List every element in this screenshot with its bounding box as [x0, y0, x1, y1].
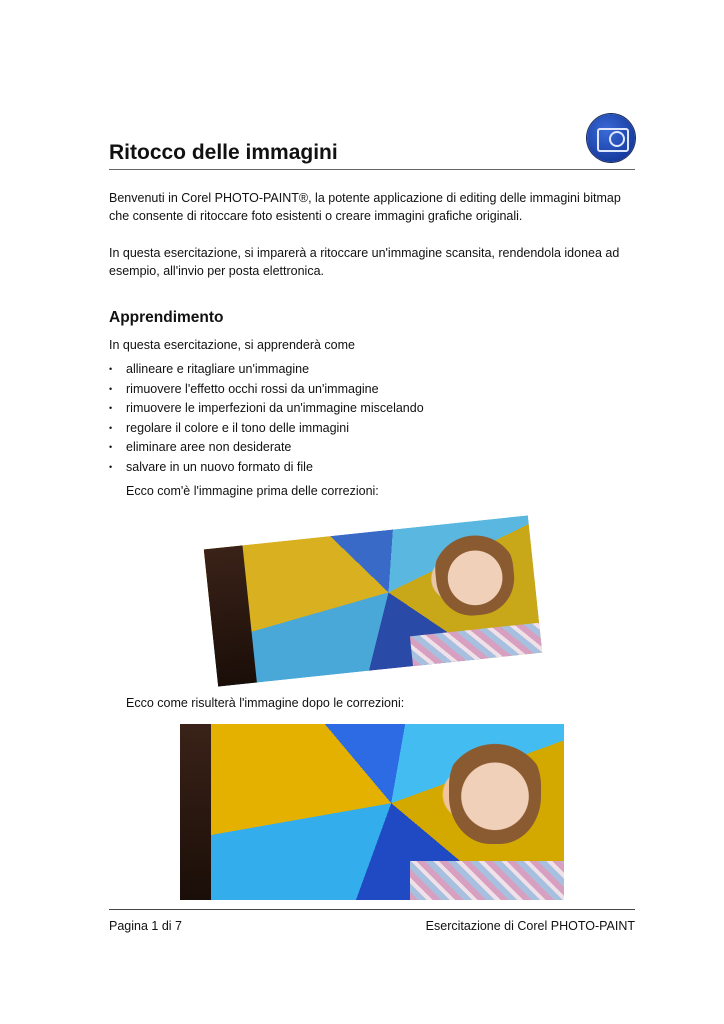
list-item: • regolare il colore e il tono delle immagini [109, 419, 424, 439]
list-item: • allineare e ritagliare un'immagine [109, 360, 424, 380]
camera-icon [587, 114, 635, 162]
list-item: • rimuovere l'effetto occhi rossi da un'immagine [109, 380, 424, 400]
page-title: Ritocco delle immagini [109, 141, 338, 164]
list-item: • salvare in un nuovo formato di file [109, 458, 424, 478]
learning-list [109, 360, 424, 477]
after-caption: Ecco come risulterà l'immagine dopo le correzioni: [126, 696, 405, 710]
section-heading: Apprendimento [109, 309, 224, 326]
title-divider [109, 169, 635, 170]
section-lead: In questa esercitazione, si apprenderà come [109, 338, 355, 352]
before-caption: Ecco com'è l'immagine prima delle correzioni: [126, 484, 379, 498]
list-item: • eliminare aree non desiderate [109, 438, 424, 458]
before-photo [204, 515, 543, 686]
list-item: • rimuovere le imperfezioni da un'immagine miscelando [109, 399, 424, 419]
intro-paragraph-1: Benvenuti in Corel PHOTO-PAINT®, la potente applicazione di editing delle immagini bitmap che consente di ritoccare foto esistenti o creare immagini grafiche originali. [109, 191, 621, 223]
after-photo [180, 724, 564, 900]
intro-paragraph-2: In questa esercitazione, si imparerà a ritoccare un'immagine scansita, rendendola idonea ad esempio, all'invio per posta elettronica. [109, 246, 620, 278]
footer-doc-title: Esercitazione di Corel PHOTO-PAINT [425, 919, 635, 933]
footer-divider [109, 909, 635, 910]
page-number: Pagina 1 di 7 [109, 919, 182, 933]
